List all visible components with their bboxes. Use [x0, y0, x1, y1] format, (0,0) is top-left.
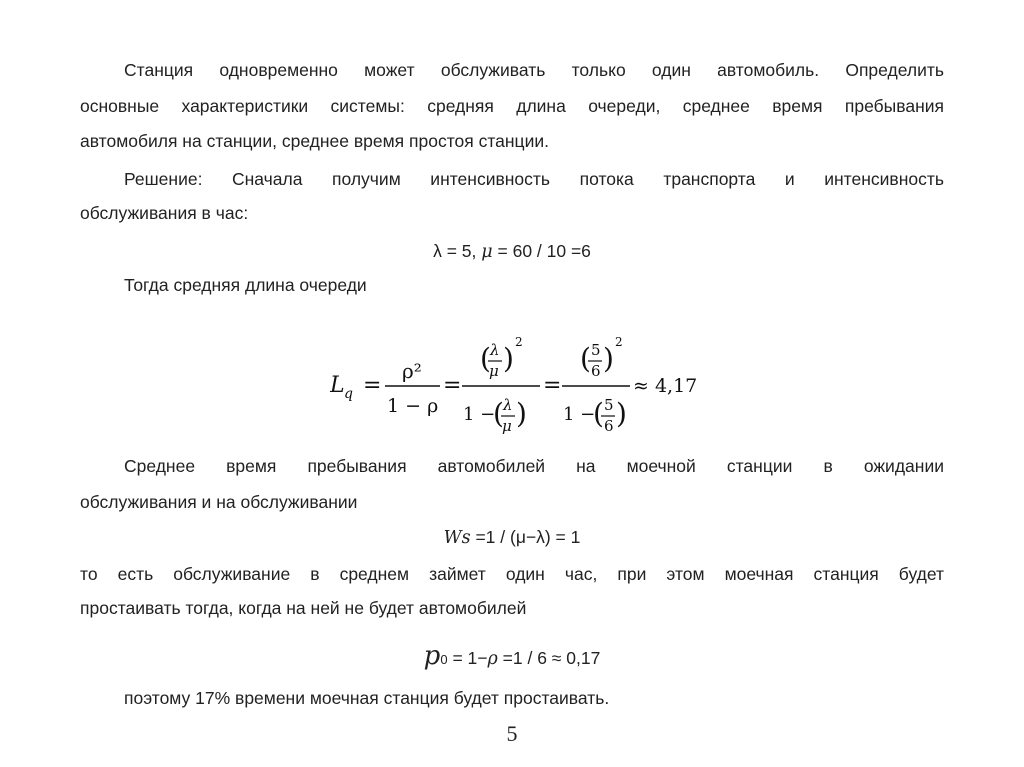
paragraph-4-line-2: обслуживания и на обслуживании [80, 492, 358, 512]
p-subscript: 0 [440, 652, 448, 667]
paren-close-3: ) [603, 342, 614, 375]
ws-equation [0, 522, 1024, 553]
lambda-value: λ = 5, [433, 241, 477, 261]
p0-part-2: =1 / 6 ≈ 0,17 [502, 648, 601, 668]
p0-equation [0, 639, 1024, 677]
rho-symbol: ρ [487, 649, 498, 669]
p0-part-1: = 1− [452, 648, 488, 668]
paragraph-6: поэтому 17% времени моечная станция будет простаивать. [124, 688, 610, 708]
p-symbol: p [423, 641, 441, 671]
mu-den-2: μ [502, 417, 512, 435]
paren-close-1: ) [503, 342, 514, 375]
approx-result: ≈ 4,17 [633, 375, 698, 397]
lq-symbol: L [330, 373, 345, 398]
paragraph-5-line-1: то есть обслуживание в среднем займет один час, при этом моечная станция будет [80, 564, 944, 584]
paren-open-4: ( [593, 397, 604, 430]
paragraph-3: Тогда средняя длина очереди [124, 275, 367, 295]
mu-symbol: μ [481, 242, 493, 262]
paren-open-3: ( [580, 342, 591, 375]
paragraph-1-line-3: автомобиля на станции, среднее время простоя станции. [80, 131, 549, 151]
paren-open-1: ( [480, 342, 491, 375]
queue-length-formula [330, 330, 710, 440]
five-num-2: 5 [604, 396, 614, 414]
paragraph-1-line-1: Станция одновременно может обслуживать только один автомобиль. Определить [124, 60, 944, 80]
page-number: 5 [506, 721, 518, 746]
one-minus-2: 1 − [563, 404, 596, 425]
six-den-2: 6 [604, 417, 614, 435]
one-minus-rho: 1 − ρ [387, 395, 439, 417]
paragraph-5-line-2: простаивать тогда, когда на ней не будет автомобилей [80, 598, 527, 618]
mu-den-1: μ [489, 362, 499, 380]
rho-squared: ρ² [402, 359, 422, 383]
ws-expression: =1 / (μ−λ) = 1 [475, 527, 581, 547]
paren-close-4: ) [616, 397, 627, 430]
paragraph-4-line-1: Среднее время пребывания автомобилей на моечной станции в ожидании [124, 456, 944, 476]
lambda-num-1: λ [490, 341, 500, 359]
paren-close-2: ) [516, 397, 527, 430]
paragraph-2-line-2: обслуживания в час: [80, 203, 249, 223]
mu-value: = 60 / 10 =6 [497, 241, 591, 261]
equals-1: = [363, 373, 382, 398]
rates-equation [0, 236, 1024, 267]
paragraph-2-line-1: Решение: Сначала получим интенсивность потока транспорта и интенсивность [124, 169, 944, 189]
paragraph-1-line-2: основные характеристики системы: средняя длина очереди, среднее время пребывания [80, 96, 944, 116]
equals-2: = [443, 373, 462, 398]
lq-subscript: q [344, 386, 353, 402]
lambda-num-2: λ [503, 396, 513, 414]
exponent-1: 2 [515, 335, 523, 349]
exponent-2: 2 [615, 335, 623, 349]
five-num-1: 5 [591, 341, 601, 359]
ws-symbol: Ws [443, 528, 471, 548]
paren-open-2: ( [493, 397, 504, 430]
equals-3: = [543, 373, 562, 398]
one-minus-1: 1 − [463, 404, 496, 425]
six-den-1: 6 [591, 362, 601, 380]
